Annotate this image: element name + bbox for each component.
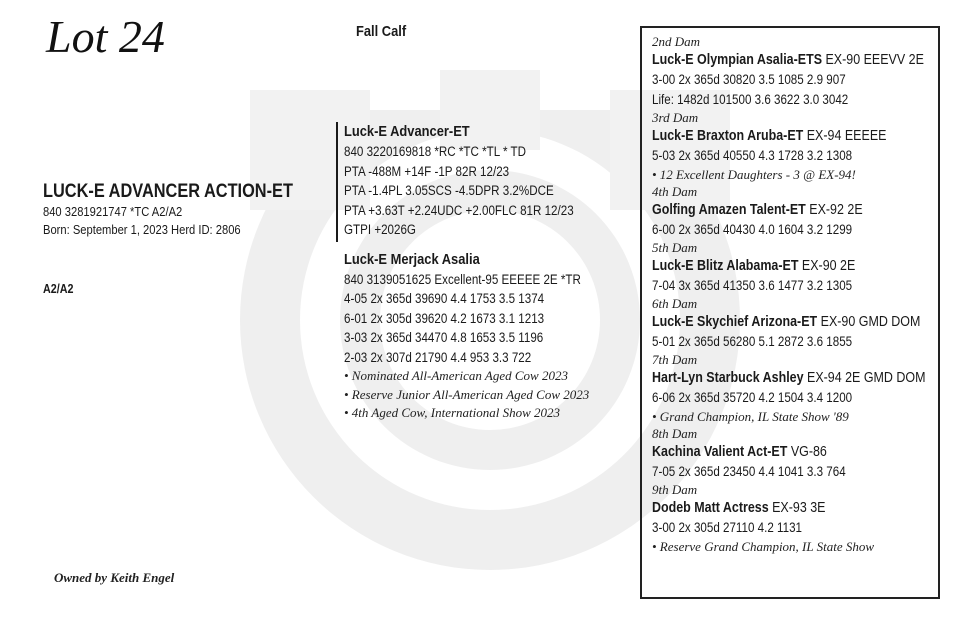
animal-birth-herd: Born: September 1, 2023 Herd ID: 2806 <box>43 222 241 237</box>
dam-generation: 8th Dam <box>652 426 698 441</box>
ancestor-name: Luck-E Braxton Aruba-ET <box>652 128 804 144</box>
ancestor-record: 7-05 2x 365d 23450 4.4 1041 3.3 764 <box>652 464 846 479</box>
sire-block <box>336 122 626 240</box>
dam-line: 3-03 2x 365d 34470 4.8 1653 3.5 1196 <box>344 330 544 345</box>
ancestor-name: Golfing Amazen Talent-ET <box>652 202 806 218</box>
ancestor-note: • 12 Excellent Daughters - 3 @ EX-94! <box>652 167 856 182</box>
dam-generation: 4th Dam <box>652 184 698 199</box>
ancestor-record: 7-04 3x 365d 41350 3.6 1477 3.2 1305 <box>652 278 853 293</box>
sire-line: 840 3220169818 *RC *TC *TL * TD <box>344 144 526 159</box>
ancestor-name: Hart-Lyn Starbuck Ashley <box>652 370 804 386</box>
dam-line: 2-03 2x 307d 21790 4.4 953 3.3 722 <box>344 349 532 365</box>
sire-line: PTA -488M +14F -1P 82R 12/23 <box>344 163 510 179</box>
ancestor-score: EX-94 2E GMD DOM <box>803 370 926 386</box>
dam-generation: 7th Dam <box>652 352 698 367</box>
owner-label: Owned by Keith Engel <box>54 570 175 585</box>
dam-line: 4-05 2x 365d 39690 4.4 1753 3.5 1374 <box>344 291 545 306</box>
ancestor-score: EX-93 3E <box>768 500 826 516</box>
ancestor-score: EX-90 2E <box>798 258 856 274</box>
ancestor-note: • Reserve Grand Champion, IL State Show <box>652 539 875 554</box>
dam-ancestor <box>652 312 921 332</box>
dam-ancestor <box>652 442 889 462</box>
lot-title: Lot 24 <box>46 11 165 62</box>
sire-bracket <box>336 122 338 242</box>
genotype-label: A2/A2 <box>43 282 74 296</box>
dam-note: • 4th Aged Cow, International Show 2023 <box>344 405 561 420</box>
dam-name: Luck-E Merjack Asalia <box>344 250 480 268</box>
sire-line: PTA -1.4PL 3.05SCS -4.5DPR 3.2%DCE <box>344 183 554 198</box>
ancestor-name: Luck-E Olympian Asalia-ETS <box>652 52 823 68</box>
ancestor-record: 5-01 2x 365d 56280 5.1 2872 3.6 1855 <box>652 334 853 349</box>
dam-ancestor <box>652 368 926 388</box>
dam-generation: 9th Dam <box>652 482 698 497</box>
dam-ancestor <box>652 498 889 518</box>
ancestor-record: Life: 1482d 101500 3.6 3622 3.0 3042 <box>652 92 849 107</box>
animal-info <box>43 181 334 239</box>
ancestor-score: EX-90 EEEVV 2E <box>822 52 924 68</box>
ancestor-name: Kachina Valient Act-ET <box>652 444 788 460</box>
dam-block <box>336 250 626 423</box>
sire-line: GTPI +2026G <box>344 222 416 237</box>
animal-registration: 840 3281921747 *TC A2/A2 <box>43 204 183 219</box>
dam-ancestor <box>652 126 889 146</box>
ancestor-name: Dodeb Matt Actress <box>652 500 769 516</box>
ancestor-record: 6-00 2x 365d 40430 4.0 1604 3.2 1299 <box>652 222 853 237</box>
dam-line-box <box>640 26 940 599</box>
dam-line: 6-01 2x 305d 39620 4.2 1673 3.1 1213 <box>344 310 545 326</box>
dam-generation: 2nd Dam <box>652 34 701 49</box>
ancestor-record: 5-03 2x 365d 40550 4.3 1728 3.2 1308 <box>652 148 853 163</box>
dam-generation: 3rd Dam <box>652 110 699 125</box>
ancestor-score: EX-94 EEEEE <box>803 128 887 144</box>
animal-name: LUCK-E ADVANCER ACTION-ET <box>43 181 293 202</box>
ancestor-name: Luck-E Blitz Alabama-ET <box>652 258 799 274</box>
ancestor-record: 3-00 2x 305d 27110 4.2 1131 <box>652 520 802 535</box>
ancestor-score: VG-86 <box>787 444 827 460</box>
dam-line: 840 3139051625 Excellent-95 EEEEE 2E *TR <box>344 271 581 287</box>
ancestor-score: EX-90 GMD DOM <box>817 314 921 330</box>
sire-name: Luck-E Advancer-ET <box>344 123 470 140</box>
ancestor-name: Luck-E Skychief Arizona-ET <box>652 314 818 330</box>
ancestor-score: EX-92 2E <box>805 202 863 218</box>
ancestor-record: 6-06 2x 365d 35720 4.2 1504 3.4 1200 <box>652 390 853 405</box>
dam-generation: 5th Dam <box>652 240 698 255</box>
dam-ancestor <box>652 50 924 70</box>
ancestor-record: 3-00 2x 365d 30820 3.5 1085 2.9 907 <box>652 72 846 87</box>
sire-line: PTA +3.63T +2.24UDC +2.00FLC 81R 12/23 <box>344 202 574 218</box>
pedigree-sire-dam <box>336 122 626 423</box>
dam-ancestor <box>652 200 889 220</box>
dam-note: • Reserve Junior All-American Aged Cow 2023 <box>344 386 590 402</box>
ancestor-note: • Grand Champion, IL State Show '89 <box>652 409 849 424</box>
class-label: Fall Calf <box>356 23 407 40</box>
dam-generation: 6th Dam <box>652 296 698 311</box>
dam-note: • Nominated All-American Aged Cow 2023 <box>344 368 568 383</box>
dam-ancestor <box>652 256 889 276</box>
